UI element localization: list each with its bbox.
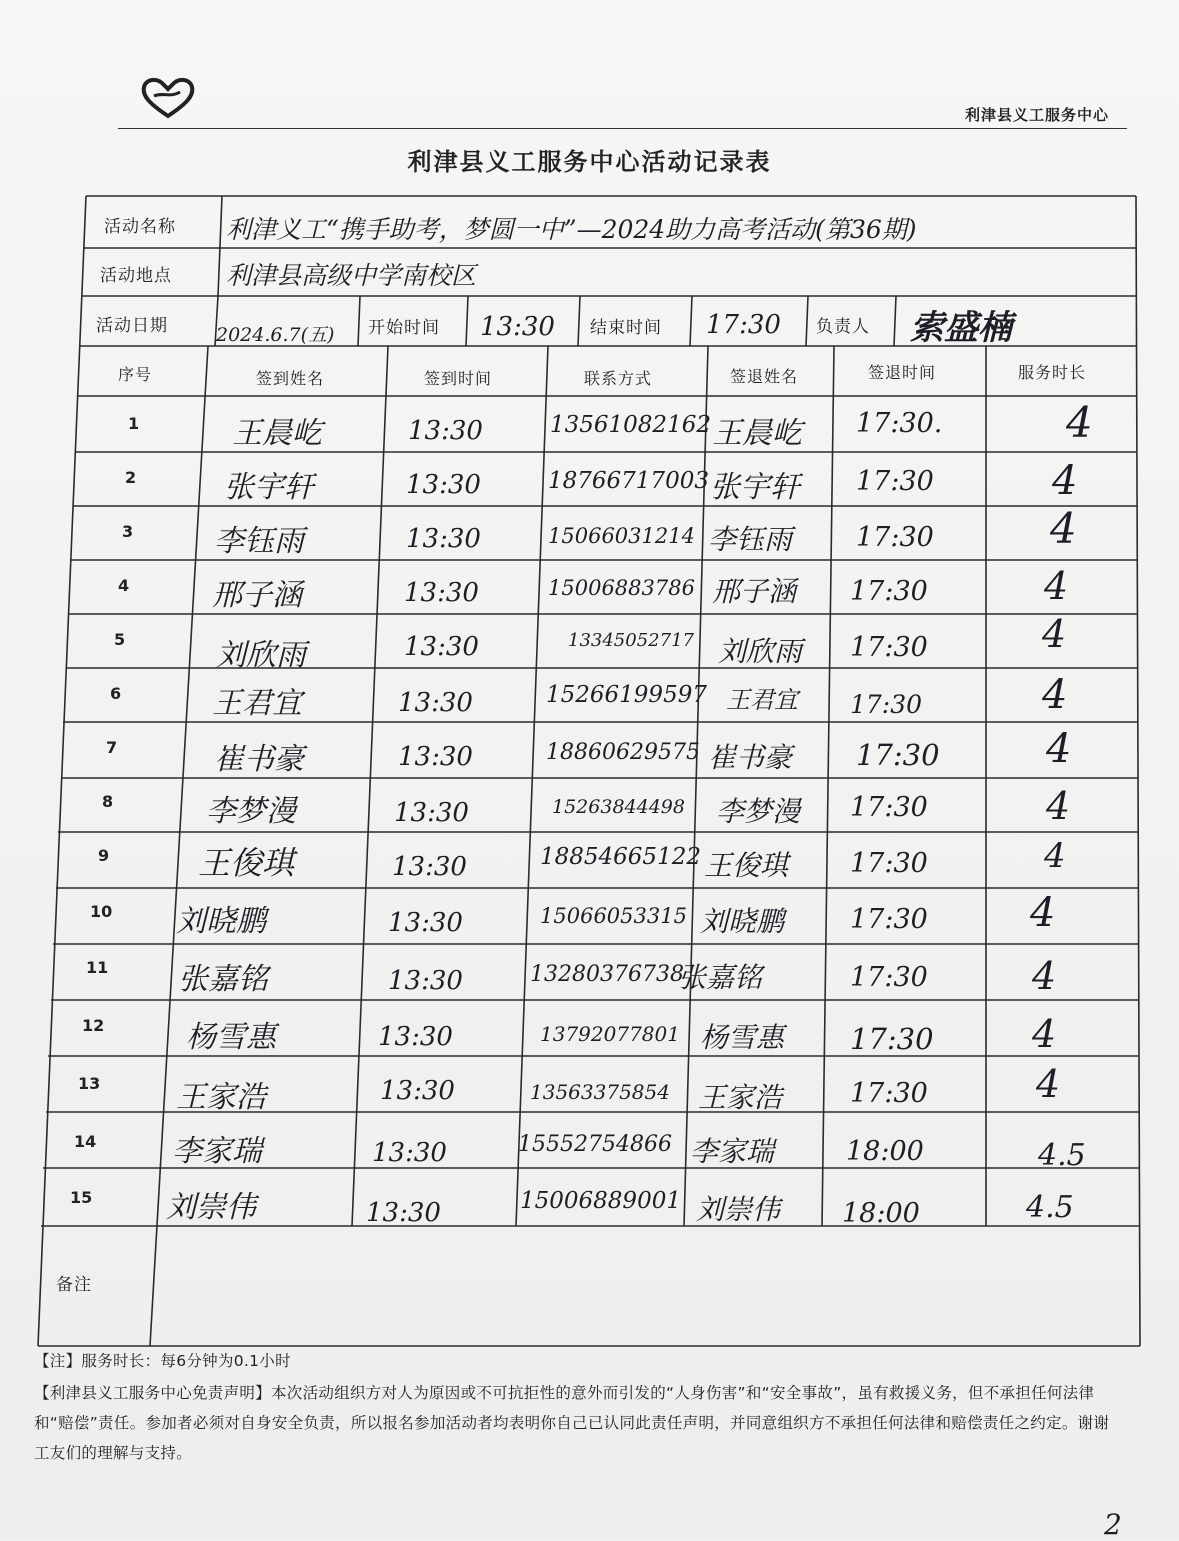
signout-time: 17:30 — [856, 466, 934, 497]
signout-time: 17:30 — [850, 632, 928, 663]
contact-phone: 15006889001 — [520, 1188, 681, 1214]
row-number: 9 — [98, 846, 110, 865]
col-header-signout-name: 签退姓名 — [730, 367, 799, 386]
signout-time: 17:30. — [856, 408, 943, 439]
row-number: 5 — [114, 630, 126, 649]
service-hours: 4 — [1042, 612, 1067, 656]
service-hours: 4 — [1036, 1062, 1061, 1106]
signin-time: 13:30 — [398, 742, 473, 772]
service-hours: 4.5 — [1038, 1138, 1086, 1173]
signout-time: 17:30 — [850, 576, 928, 607]
signin-name: 杨雪惠 — [186, 1020, 276, 1055]
activity-name-label: 活动名称 — [104, 217, 176, 237]
contact-phone: 18766717003 — [548, 468, 709, 494]
signin-time: 13:30 — [404, 632, 479, 662]
contact-phone: 13280376738 — [530, 962, 684, 987]
disclaimer: 【利津县义工服务中心免责声明】本次活动组织方对人为原因或不可抗拒性的意外而引发的“人身伤害”和“安全事故”，虽有救援义务，但不承担任何法律和“赔偿”责任。参加者必须对自身安全负责，所以报名参加活动者均表明你自己已认同此责任声明，并同意组织方不承担任何法律和赔偿责任之约定。谢谢工友们的理解与支持。 — [34, 1384, 1110, 1462]
location-label: 活动地点 — [100, 266, 172, 286]
signin-time: 13:30 — [378, 1022, 453, 1052]
row-number: 14 — [74, 1132, 97, 1151]
signin-name: 刘晓鹏 — [176, 904, 266, 939]
signout-name: 刘崇伟 — [696, 1193, 781, 1226]
location-value: 利津县高级中学南校区 — [226, 261, 477, 290]
col-header-contact: 联系方式 — [584, 369, 653, 388]
signin-name: 王晨屹 — [232, 416, 322, 451]
leader-value: 索盛楠 — [910, 308, 1012, 348]
row-number: 3 — [122, 522, 134, 541]
signin-time: 13:30 — [406, 524, 481, 554]
signin-time: 13:30 — [388, 908, 463, 938]
signin-time: 13:30 — [392, 852, 467, 882]
col-header-seq: 序号 — [118, 365, 153, 384]
service-hours: 4 — [1046, 784, 1071, 828]
signout-time: 17:30 — [850, 962, 928, 993]
contact-phone: 15266199597 — [546, 682, 707, 708]
org-header: 利津县义工服务中心 — [964, 106, 1109, 124]
row-number: 13 — [78, 1074, 101, 1093]
row-number: 10 — [90, 902, 113, 921]
start-time-label: 开始时间 — [368, 318, 440, 338]
signin-name: 邢子涵 — [212, 578, 302, 613]
contact-phone: 15552754866 — [518, 1132, 672, 1157]
service-hours: 4 — [1046, 726, 1072, 772]
signout-time: 17:30 — [850, 904, 928, 935]
service-hours: 4 — [1066, 398, 1093, 447]
date-value: 2024.6.7(五) — [216, 324, 335, 346]
end-time-label: 结束时间 — [590, 318, 662, 338]
signin-name: 王家浩 — [176, 1080, 266, 1115]
contact-phone: 15066053315 — [540, 904, 687, 928]
row-number: 4 — [118, 576, 130, 595]
start-time-value: 13:30 — [480, 312, 555, 342]
row-number: 15 — [70, 1188, 93, 1207]
signout-name: 张嘉铭 — [678, 961, 763, 994]
signout-name: 张宇轩 — [710, 470, 800, 505]
signout-time: 17:30 — [856, 738, 940, 772]
service-hours: 4 — [1042, 672, 1068, 718]
signout-name: 杨雪惠 — [700, 1021, 785, 1054]
signin-time: 13:30 — [406, 470, 481, 500]
signout-time: 17:30 — [850, 1078, 928, 1109]
leader-label: 负责人 — [816, 317, 870, 337]
row-number: 11 — [86, 958, 109, 977]
signin-name: 王君宜 — [212, 686, 302, 721]
signin-time: 13:30 — [366, 1198, 441, 1228]
date-label: 活动日期 — [96, 316, 168, 336]
signin-name: 张嘉铭 — [178, 962, 268, 997]
form-title: 利津县义工服务中心活动记录表 — [407, 147, 772, 176]
signin-name: 刘崇伟 — [166, 1190, 256, 1225]
contact-phone: 13792077801 — [540, 1022, 680, 1046]
contact-phone: 15006883786 — [548, 576, 695, 600]
signout-time: 17:30 — [850, 792, 928, 823]
signin-name: 李家瑞 — [172, 1134, 262, 1169]
signin-time: 13:30 — [394, 798, 469, 828]
signout-name: 李梦漫 — [716, 795, 801, 828]
page-number: 2 — [1104, 1508, 1122, 1541]
signin-time: 13:30 — [388, 966, 463, 996]
signout-name: 邢子涵 — [712, 575, 797, 608]
service-hours: 4 — [1050, 504, 1077, 553]
service-hours: 4 — [1044, 836, 1066, 876]
signin-name: 崔书豪 — [214, 742, 304, 777]
contact-phone: 13345052717 — [568, 630, 694, 651]
row-number: 6 — [110, 684, 122, 703]
signout-time: 17:30 — [856, 522, 934, 553]
signout-time: 17:30 — [850, 690, 923, 719]
signout-time: 17:30 — [850, 1022, 934, 1056]
signin-name: 李梦漫 — [206, 794, 296, 829]
signin-name: 王俊琪 — [198, 844, 295, 882]
signin-name: 李钰雨 — [214, 524, 304, 559]
signout-name: 李钰雨 — [708, 523, 793, 556]
signin-time: 13:30 — [404, 578, 479, 608]
service-hours: 4 — [1032, 1012, 1057, 1056]
service-hours: 4 — [1030, 890, 1056, 936]
row-number: 8 — [102, 792, 114, 811]
activity-name-value: 利津义工“携手助考，梦圆一中”—2024助力高考活动(第36期) — [226, 215, 917, 244]
col-header-signout-time: 签退时间 — [868, 363, 937, 382]
signin-name: 张宇轩 — [224, 470, 314, 505]
signout-name: 刘欣雨 — [718, 635, 803, 668]
signout-name: 王俊琪 — [704, 849, 789, 882]
end-time-value: 17:30 — [706, 310, 781, 340]
signin-time: 13:30 — [372, 1138, 447, 1168]
signout-name: 王晨屹 — [712, 416, 802, 451]
signout-time: 17:30 — [850, 848, 928, 879]
service-hours: 4 — [1032, 954, 1057, 998]
service-hours: 4.5 — [1026, 1190, 1074, 1225]
signout-name: 王家浩 — [698, 1081, 783, 1114]
contact-phone: 15263844498 — [552, 796, 685, 818]
contact-phone: 18854665122 — [540, 844, 701, 870]
signout-name: 崔书豪 — [708, 741, 793, 774]
row-number: 12 — [82, 1016, 105, 1035]
signin-name: 刘欣雨 — [216, 638, 306, 673]
contact-phone: 15066031214 — [548, 524, 695, 548]
contact-phone: 18860629575 — [546, 740, 700, 765]
signout-time: 18:00 — [846, 1136, 924, 1167]
remarks-label: 备注 — [56, 1275, 92, 1295]
signin-time: 13:30 — [398, 688, 473, 718]
signin-time: 13:30 — [380, 1076, 455, 1106]
col-header-signin-time: 签到时间 — [424, 369, 493, 388]
service-hours: 4 — [1052, 458, 1078, 504]
signout-name: 李家瑞 — [690, 1135, 775, 1168]
row-number: 7 — [106, 738, 118, 757]
contact-phone: 13563375854 — [530, 1080, 670, 1104]
contact-phone: 13561082162 — [550, 412, 711, 438]
row-number: 2 — [125, 468, 137, 487]
signout-name: 刘晓鹏 — [700, 905, 785, 938]
row-number: 1 — [128, 414, 140, 433]
col-header-service-hours: 服务时长 — [1018, 363, 1087, 382]
signout-name: 王君宜 — [726, 686, 798, 714]
service-hours: 4 — [1044, 564, 1069, 608]
col-header-signin-name: 签到姓名 — [256, 369, 325, 388]
signout-time: 18:00 — [842, 1198, 920, 1229]
signin-time: 13:30 — [408, 416, 483, 446]
service-hours-note: 【注】服务时长：每6分钟为0.1小时 — [34, 1352, 291, 1370]
